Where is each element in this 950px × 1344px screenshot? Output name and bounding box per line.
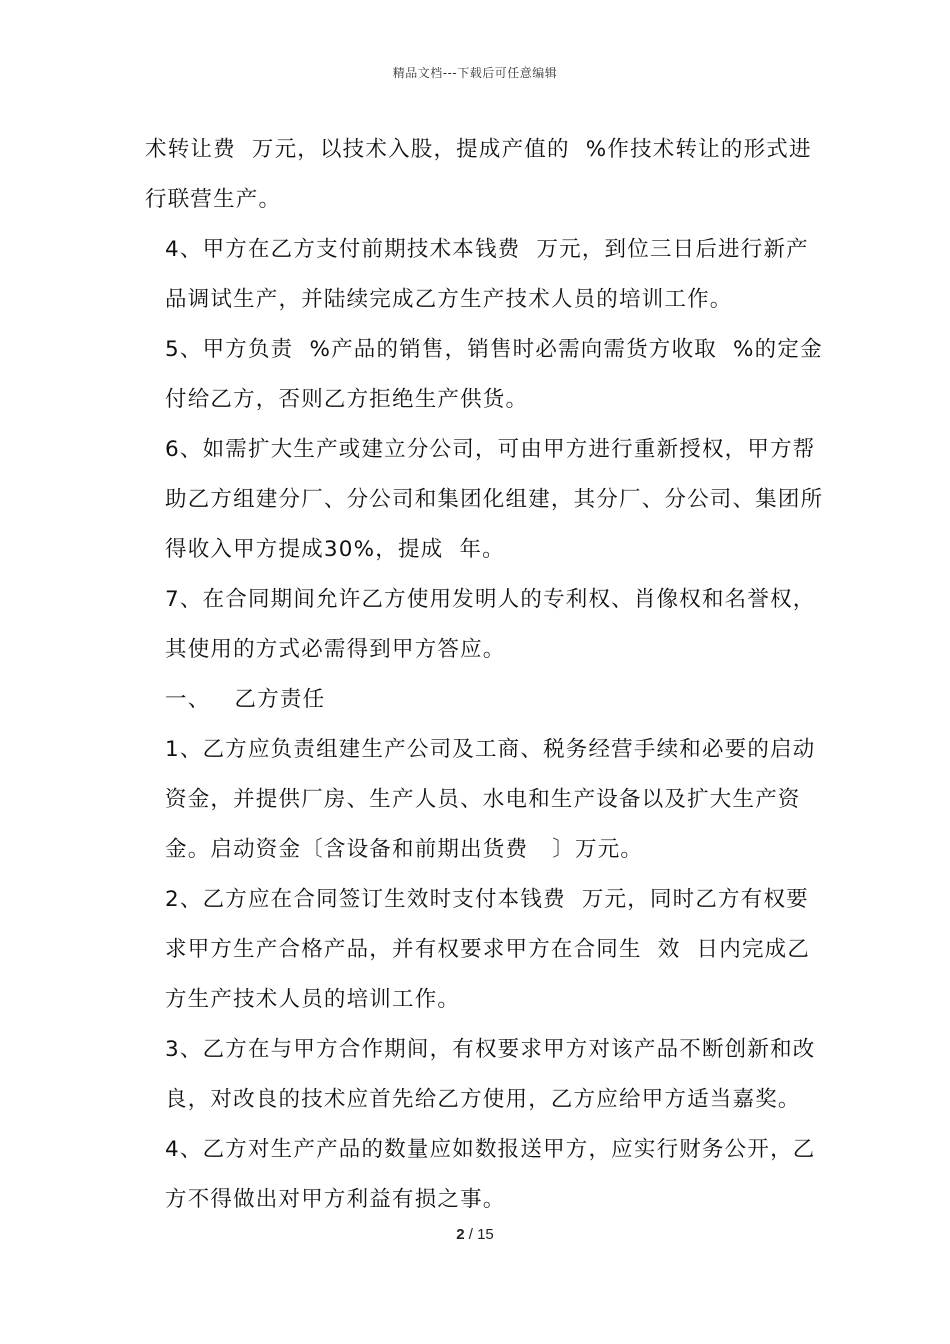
paragraph-b-item-1: 1、乙方应负责组建生产公司及工商、税务经营手续和必要的启动资金，并提供厂房、生产人员、水电和生产设备以及扩大生产资金。启动资金〔含设备和前期出货费 〕万元。 <box>165 737 816 862</box>
paragraph-b-item-4: 4、乙方对生产产品的数量应如数报送甲方，应实行财务公开，乙方不得做出对甲方利益有损之事。 <box>165 1137 816 1212</box>
paragraph-b-item-3: 3、乙方在与甲方合作期间，有权要求甲方对该产品不断创新和改良，对改良的技术应首先给乙方使用，乙方应给甲方适当嘉奖。 <box>165 1037 816 1112</box>
page-number <box>0 1226 950 1243</box>
total-pages: 15 <box>477 1226 494 1243</box>
paragraph-item-6: 6、如需扩大生产或建立分公司，可由甲方进行重新授权，甲方帮助乙方组建分厂、分公司和集团化组建，其分厂、分公司、集团所得收入甲方提成30%，提成 年。 <box>165 437 824 562</box>
paragraph-item-7: 7、在合同期间允许乙方使用发明人的专利权、肖像权和名誉权，其使用的方式必需得到甲方答应。 <box>165 587 816 662</box>
paragraph-item-5: 5、甲方负责 %产品的销售，销售时必需向需货方收取 %的定金付给乙方，否则乙方拒绝生产供货。 <box>165 337 823 412</box>
page-separator: / <box>468 1226 473 1243</box>
paragraph-item-4: 4、甲方在乙方支付前期技术本钱费 万元，到位三日后进行新产品调试生产，并陆续完成乙方生产技术人员的培训工作。 <box>165 237 809 312</box>
current-page-number: 2 <box>456 1226 465 1243</box>
paragraph-continuation: 术转让费 万元，以技术入股，提成产值的 %作技术转让的形式进行联营生产。 <box>145 137 812 212</box>
document-body <box>145 125 825 1225</box>
page-header: 精品文档---下载后可任意编辑 <box>392 66 558 80</box>
paragraph-b-item-2: 2、乙方应在合同签订生效时支付本钱费 万元，同时乙方有权要求甲方生产合格产品，并有权要求甲方在合同生 效 日内完成乙方生产技术人员的培训工作。 <box>165 887 811 1012</box>
section-heading-party-b: 一、 乙方责任 <box>165 687 326 712</box>
